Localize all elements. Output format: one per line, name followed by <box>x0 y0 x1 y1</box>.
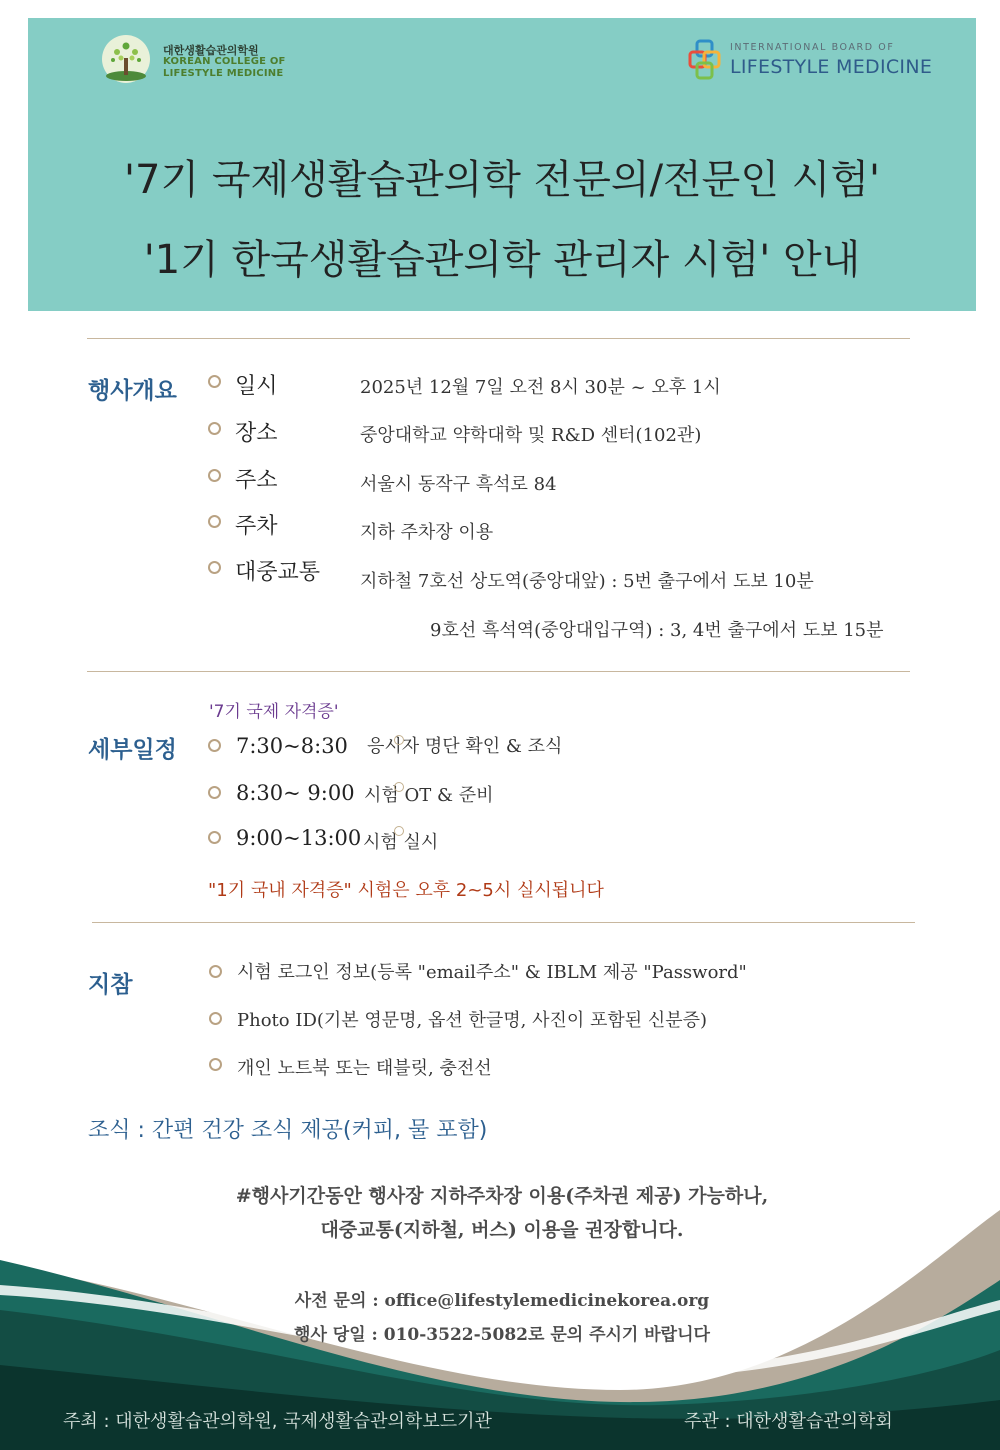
overview-label-venue: 장소 <box>235 421 278 446</box>
bullet-icon <box>209 1058 222 1071</box>
guidelines-heading: 지참 <box>88 972 133 998</box>
bullet-icon <box>208 375 221 388</box>
schedule-subheading: '7기 국제 자격증' <box>209 702 339 722</box>
parking-notice-line1: #행사기간동안 행사장 지하주차장 이용(주차권 제공) 가능하나, <box>235 1185 769 1207</box>
guideline-item-1: 시험 로그인 정보(등록 "email주소" & IBLM 제공 "Password" <box>237 962 747 983</box>
overview-value-venue: 중앙대학교 약학대학 및 R&D 센터(102관) <box>360 425 702 446</box>
bullet-icon <box>208 739 221 752</box>
ring-mark-icon <box>394 782 404 792</box>
page-title-line2: '1기 한국생활습관의학 관리자 시험' 안내 <box>143 237 861 283</box>
bullet-icon <box>208 515 221 528</box>
schedule-heading: 세부일정 <box>88 737 177 763</box>
page-title-line1: '7기 국제생활습관의학 전문의/전문인 시험' <box>124 157 880 203</box>
overview-label-address: 주소 <box>235 468 278 493</box>
kclm-logo-english-2: LIFESTYLE MEDICINE <box>163 68 284 79</box>
schedule-time-2: 8:30~ 9:00 <box>236 781 355 805</box>
iblm-logo-line1: INTERNATIONAL BOARD OF <box>730 42 895 53</box>
footer-host: 주최 : 대한생활습관의학원, 국제생활습관의학보드기관 <box>63 1411 492 1432</box>
overview-value-date: 2025년 12월 7일 오전 8시 30분 ~ 오후 1시 <box>360 377 721 398</box>
overview-heading: 행사개요 <box>88 378 177 404</box>
section-divider <box>87 671 910 672</box>
overview-label-date: 일시 <box>235 374 278 399</box>
contact-email: 사전 문의 : office@lifestylemedicinekorea.org <box>294 1291 710 1311</box>
bullet-icon <box>208 831 221 844</box>
schedule-desc-1: 응시자 명단 확인 & 조식 <box>367 736 563 757</box>
ring-mark-icon <box>394 735 404 745</box>
section-divider <box>87 338 910 339</box>
overview-label-transit: 대중교통 <box>235 560 321 585</box>
schedule-desc-2: 시험 OT & 준비 <box>364 785 494 806</box>
bullet-icon <box>208 469 221 482</box>
overview-value-address: 서울시 동작구 흑석로 84 <box>360 474 557 495</box>
parking-notice-line2: 대중교통(지하철, 버스) 이용을 권장합니다. <box>320 1219 684 1241</box>
kclm-logo-english-1: KOREAN COLLEGE OF <box>163 56 286 67</box>
bullet-icon <box>209 1012 222 1025</box>
bullet-icon <box>208 561 221 574</box>
section-divider <box>92 922 915 923</box>
domestic-exam-note: "1기 국내 자격증" 시험은 오후 2~5시 실시됩니다 <box>208 880 604 901</box>
overview-value-parking: 지하 주차장 이용 <box>360 522 494 543</box>
footer-organizer: 주관 : 대한생활습관의학회 <box>684 1411 893 1432</box>
interlocking-squares-icon <box>688 38 726 84</box>
schedule-time-3: 9:00~13:00 <box>236 826 362 850</box>
iblm-logo <box>688 36 938 86</box>
contact-phone: 행사 당일 : 010-3522-5082로 문의 주시기 바랍니다 <box>294 1325 710 1345</box>
kclm-logo-korean: 대한생활습관의학원 <box>163 44 259 57</box>
iblm-logo-line2: LIFESTYLE MEDICINE <box>730 56 933 78</box>
guideline-item-2: Photo ID(기본 영문명, 옵션 한글명, 사진이 포함된 신분증) <box>237 1010 708 1031</box>
kclm-logo <box>97 34 317 84</box>
overview-value-transit: 지하철 7호선 상도역(중앙대앞) : 5번 출구에서 도보 10분 <box>360 571 814 592</box>
guideline-item-3: 개인 노트북 또는 태블릿, 충전선 <box>237 1058 492 1079</box>
schedule-desc-3: 시험 실시 <box>363 832 439 853</box>
schedule-time-1: 7:30~8:30 <box>236 734 348 758</box>
overview-label-parking: 주차 <box>235 514 278 539</box>
ring-mark-icon <box>394 826 404 836</box>
breakfast-notice: 조식 : 간편 건강 조식 제공(커피, 물 포함) <box>88 1118 488 1143</box>
overview-value-transit-line2: 9호선 흑석역(중앙대입구역) : 3, 4번 출구에서 도보 15분 <box>430 620 884 641</box>
bullet-icon <box>209 965 222 978</box>
tree-logo-icon <box>97 34 155 84</box>
bullet-icon <box>208 422 221 435</box>
bullet-icon <box>208 786 221 799</box>
